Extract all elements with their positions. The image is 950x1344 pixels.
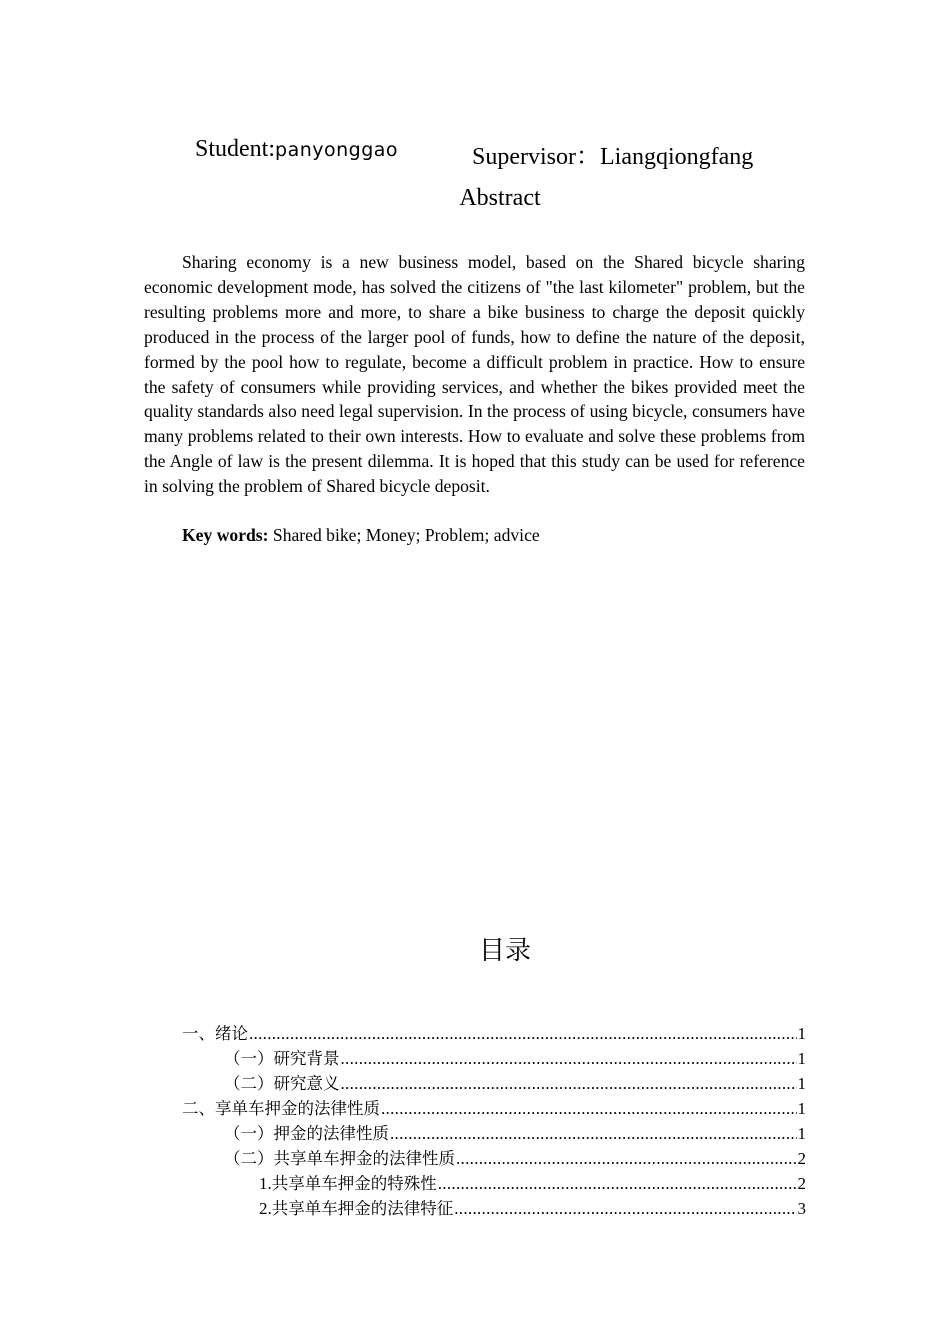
- toc-entry-page: 1: [797, 1074, 806, 1093]
- toc-title: 目录: [478, 936, 531, 966]
- toc-entry-text: 共享单车押金的特殊性: [271, 1174, 437, 1193]
- student-line: [195, 136, 398, 163]
- toc-leader-dots: [341, 1071, 797, 1096]
- toc-leader-dots: [249, 1021, 797, 1046]
- supervisor-line: [472, 136, 753, 171]
- toc-entry-page: 3: [797, 1199, 806, 1218]
- toc-entry-label: （一）研究背景: [224, 1049, 340, 1068]
- toc-entry-number: 1.: [259, 1174, 272, 1193]
- toc-entry[interactable]: [224, 1146, 806, 1171]
- toc-entry[interactable]: [224, 1071, 806, 1096]
- toc-entry-label: （二）研究意义: [224, 1074, 340, 1093]
- toc-leader-dots: [381, 1096, 797, 1121]
- toc-entry-label: 二、享单车押金的法律性质: [182, 1099, 380, 1118]
- toc-entry-text: 共享单车押金的法律特征: [271, 1199, 454, 1218]
- toc-entry[interactable]: [224, 1046, 806, 1071]
- toc-leader-dots: [390, 1121, 797, 1146]
- toc-entry-page: 1: [797, 1024, 806, 1043]
- toc-entry[interactable]: [224, 1121, 806, 1146]
- toc-entry-page: 2: [797, 1174, 806, 1193]
- toc-entry-label: （一）押金的法律性质: [224, 1124, 389, 1143]
- abstract-body: Sharing economy is a new business model, based on the Shared bicycle sharing economic development mode, has solved the citizens of "the last kilometer" problem, but the resulting problems more and more, to share a bike business to charge the deposit quickly produced in the process of the larger pool of funds, how to define the nature of the deposit, formed by the pool how to regulate, become a difficult problem in practice. How to ensure the safety of consumers while providing services, and whether the bikes provided meet the quality standards also need legal supervision. In the process of using bicycle, consumers have many problems related to their own interests. How to evaluate and solve these problems from the Angle of law is the present dilemma. It is hoped that this study can be used for reference in solving the problem of Shared bicycle deposit.: [144, 252, 805, 497]
- toc-entry-label: [259, 1171, 437, 1196]
- toc-entry[interactable]: [182, 1021, 806, 1046]
- toc-entry[interactable]: [259, 1171, 806, 1196]
- supervisor-name: Liangqiongfang: [600, 144, 754, 170]
- student-label: Student:: [195, 136, 276, 162]
- toc-entry-page: 1: [797, 1049, 806, 1068]
- toc-entry-page: 1: [797, 1124, 806, 1143]
- abstract-title: Abstract: [459, 185, 541, 211]
- toc-entry[interactable]: [182, 1096, 806, 1121]
- toc-entry[interactable]: [259, 1196, 806, 1221]
- toc-entry-page: 2: [797, 1149, 806, 1168]
- toc-entry-label: 一、绪论: [182, 1024, 248, 1043]
- author-byline: [0, 136, 950, 170]
- toc-leader-dots: [456, 1146, 797, 1171]
- toc-entry-label: [259, 1196, 453, 1221]
- toc-leader-dots: [454, 1196, 796, 1221]
- toc-leader-dots: [438, 1171, 797, 1196]
- student-name: panyonggao: [275, 139, 399, 161]
- toc-entry-number: 2.: [259, 1199, 272, 1218]
- toc-entry-page: 1: [797, 1099, 806, 1118]
- keywords-label: Key words:: [182, 525, 269, 545]
- toc-leader-dots: [341, 1046, 797, 1071]
- keywords-text: Shared bike; Money; Problem; advice: [272, 525, 540, 545]
- keywords-line: [182, 523, 540, 548]
- toc-entry-label: （二）共享单车押金的法律性质: [224, 1149, 455, 1168]
- supervisor-label: Supervisor：: [472, 144, 600, 170]
